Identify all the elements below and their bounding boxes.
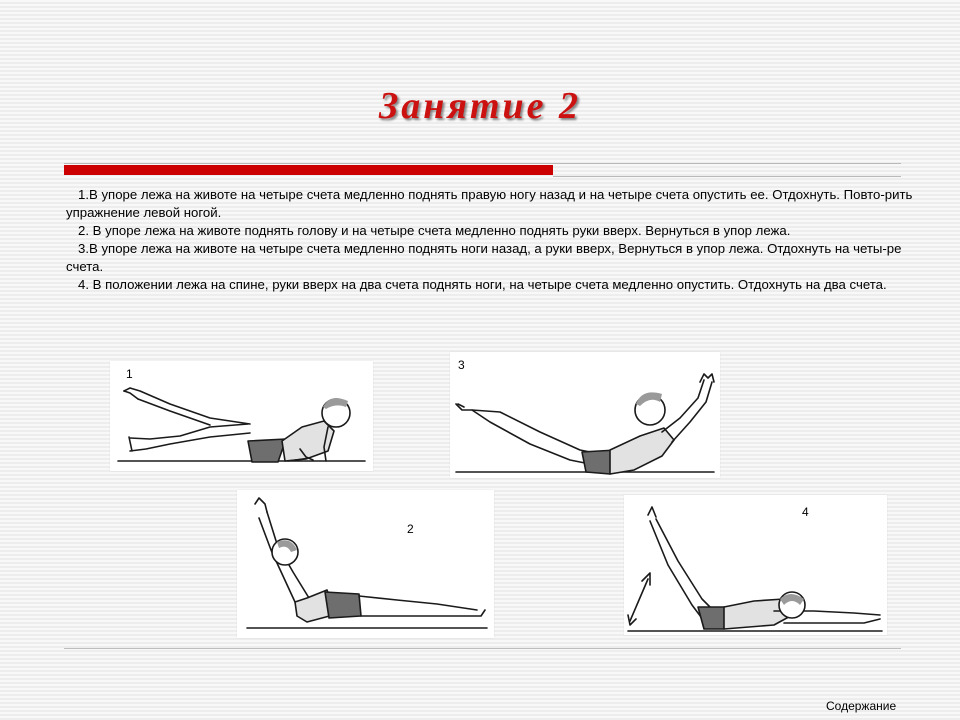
figure-1-illustration	[110, 361, 373, 471]
figure-3-number: 3	[458, 358, 465, 372]
divider-thin-gray	[553, 176, 901, 177]
exercise-figure-1	[110, 361, 373, 471]
figure-1-number: 1	[126, 367, 133, 381]
contents-link[interactable]: Содержание	[826, 699, 897, 713]
exercise-paragraph-1: 1.В упоре лежа на животе на четыре счета медленно поднять правую ногу назад и на четыре счета опустить ее. Отдохнуть. Повто-рить упражнение левой ногой.	[66, 187, 913, 220]
slide-title: Занятие 2	[378, 85, 582, 127]
figure-2-number: 2	[407, 522, 414, 536]
divider-thin-top	[64, 163, 901, 164]
exercise-paragraph-3: 3.В упоре лежа на животе на четыре счета медленно поднять ноги назад, а руки вверх, Вернуться в упор лежа. Отдохнуть на четы-ре счета.	[66, 241, 902, 274]
exercise-paragraph-2: 2. В упоре лежа на животе поднять голову и на четыре счета медленно поднять руки вверх. Вернуться в упор лежа.	[78, 223, 791, 238]
figure-4-illustration	[624, 495, 887, 635]
divider-red-bar	[64, 165, 553, 175]
exercise-figure-2	[237, 490, 494, 638]
figure-3-illustration	[450, 352, 720, 478]
exercise-instructions	[66, 186, 924, 294]
divider-bottom	[64, 648, 901, 649]
exercise-paragraph-4: 4. В положении лежа на спине, руки вверх на два счета поднять ноги, на четыре счета медленно опустить. Отдохнуть на два счета.	[78, 277, 887, 292]
motion-arrow	[630, 579, 648, 621]
figure-4-number: 4	[802, 505, 809, 519]
exercise-figure-3	[450, 352, 720, 478]
exercise-figure-4	[624, 495, 887, 635]
figure-2-illustration	[237, 490, 494, 638]
